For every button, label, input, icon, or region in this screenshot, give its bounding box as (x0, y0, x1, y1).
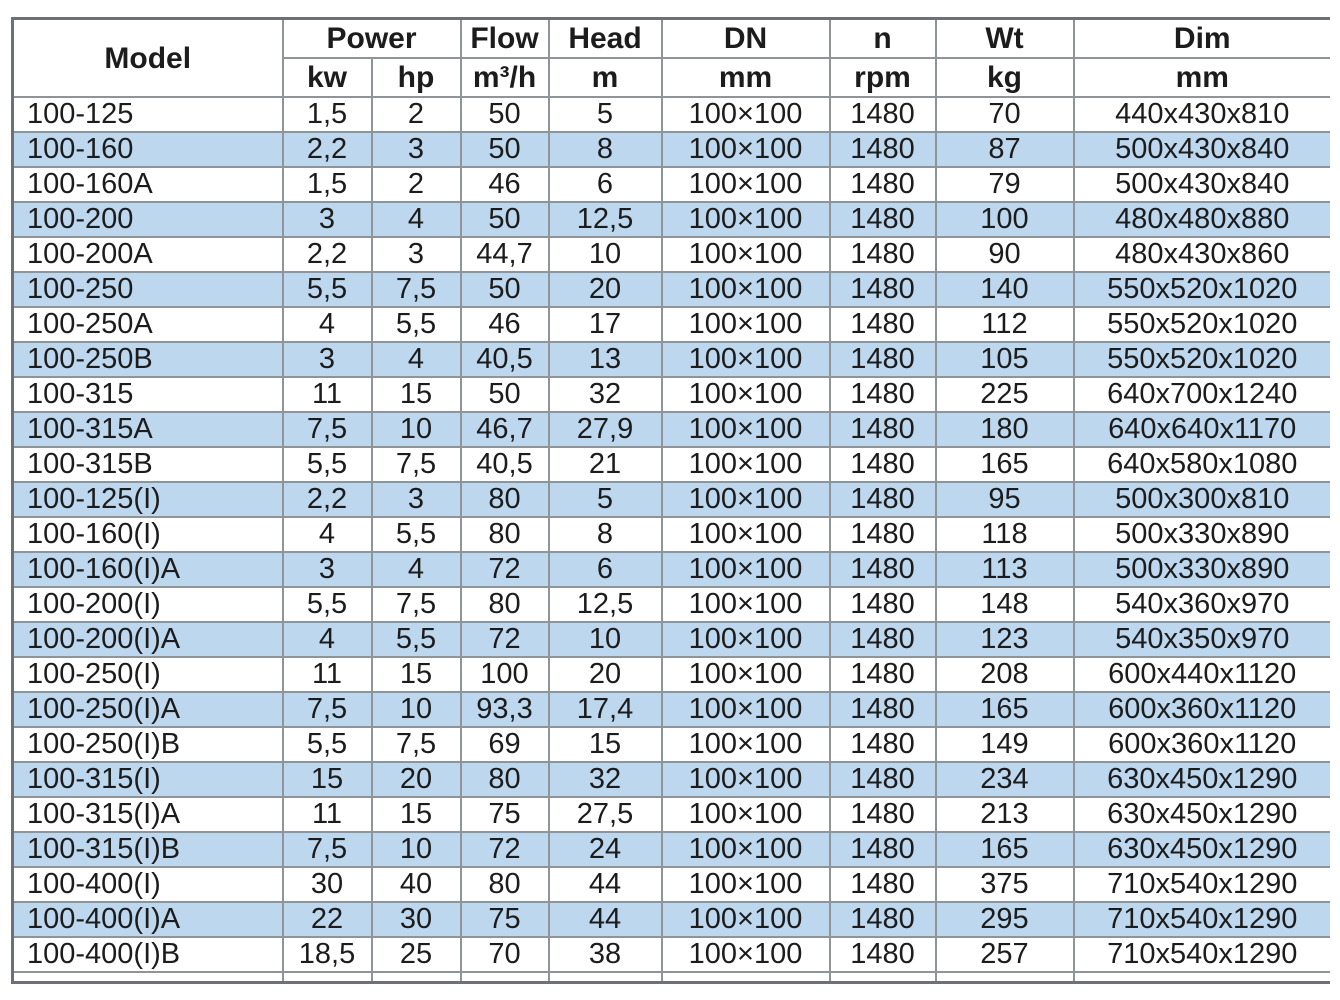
table-row (13, 902, 1331, 937)
cell-model: 100-315(I)B (13, 832, 283, 867)
cell-head: 17 (549, 307, 662, 342)
cell-dim: 500x430x840 (1074, 167, 1331, 202)
cell-dim: 500x430x840 (1074, 132, 1331, 167)
cell-empty (283, 972, 372, 983)
cell-power-kw: 2,2 (283, 237, 372, 272)
col-header-head: Head (549, 19, 662, 59)
cell-dn: 100×100 (662, 797, 830, 832)
cell-empty (13, 972, 283, 983)
cell-model: 100-250 (13, 272, 283, 307)
cell-power-kw: 15 (283, 762, 372, 797)
cell-wt: 123 (936, 622, 1074, 657)
cell-n: 1480 (830, 342, 936, 377)
cell-head: 5 (549, 97, 662, 132)
table-row (13, 307, 1331, 342)
cell-flow: 72 (461, 622, 549, 657)
cell-wt: 225 (936, 377, 1074, 412)
cell-dim: 630x450x1290 (1074, 762, 1331, 797)
cell-dn: 100×100 (662, 937, 830, 972)
cell-power-kw: 5,5 (283, 447, 372, 482)
cell-power-hp: 7,5 (372, 447, 461, 482)
pump-spec-table (11, 17, 1330, 984)
cell-head: 38 (549, 937, 662, 972)
cell-n: 1480 (830, 307, 936, 342)
cell-dim: 600x440x1120 (1074, 657, 1331, 692)
cell-dim: 500x300x810 (1074, 482, 1331, 517)
cell-wt: 118 (936, 517, 1074, 552)
table-row (13, 587, 1331, 622)
cell-power-hp: 3 (372, 132, 461, 167)
cell-power-kw: 7,5 (283, 412, 372, 447)
cell-model: 100-315B (13, 447, 283, 482)
cell-flow: 50 (461, 272, 549, 307)
cell-power-hp: 7,5 (372, 587, 461, 622)
cell-power-kw: 1,5 (283, 97, 372, 132)
cell-dn: 100×100 (662, 97, 830, 132)
cell-wt: 375 (936, 867, 1074, 902)
cell-head: 10 (549, 622, 662, 657)
cell-power-hp: 5,5 (372, 517, 461, 552)
cell-n: 1480 (830, 447, 936, 482)
table-row (13, 832, 1331, 867)
cell-power-kw: 5,5 (283, 272, 372, 307)
cell-head: 27,9 (549, 412, 662, 447)
cell-wt: 90 (936, 237, 1074, 272)
cell-dn: 100×100 (662, 167, 830, 202)
cell-wt: 165 (936, 832, 1074, 867)
cell-model: 100-160(I) (13, 517, 283, 552)
col-header-dn: DN (662, 19, 830, 59)
cell-model: 100-400(I) (13, 867, 283, 902)
table-row (13, 657, 1331, 692)
cell-wt: 257 (936, 937, 1074, 972)
cell-flow: 75 (461, 902, 549, 937)
cell-head: 5 (549, 482, 662, 517)
cell-n: 1480 (830, 902, 936, 937)
cell-model: 100-250(I)B (13, 727, 283, 762)
cell-power-kw: 3 (283, 552, 372, 587)
cell-power-hp: 5,5 (372, 622, 461, 657)
cell-flow: 80 (461, 762, 549, 797)
cell-dim: 540x350x970 (1074, 622, 1331, 657)
cell-head: 8 (549, 132, 662, 167)
cell-dim: 640x580x1080 (1074, 447, 1331, 482)
cell-power-kw: 11 (283, 377, 372, 412)
cell-power-kw: 7,5 (283, 832, 372, 867)
cell-dim: 600x360x1120 (1074, 727, 1331, 762)
cell-dim: 550x520x1020 (1074, 272, 1331, 307)
cell-flow: 50 (461, 132, 549, 167)
cell-model: 100-160(I)A (13, 552, 283, 587)
table-row (13, 867, 1331, 902)
cell-power-kw: 18,5 (283, 937, 372, 972)
cell-flow: 100 (461, 657, 549, 692)
cell-empty (372, 972, 461, 983)
cell-wt: 140 (936, 272, 1074, 307)
cell-wt: 180 (936, 412, 1074, 447)
cell-power-hp: 10 (372, 832, 461, 867)
cell-n: 1480 (830, 797, 936, 832)
table-row (13, 237, 1331, 272)
cell-dn: 100×100 (662, 517, 830, 552)
table-row (13, 447, 1331, 482)
cell-power-hp: 15 (372, 377, 461, 412)
cell-dim: 440x430x810 (1074, 97, 1331, 132)
cell-empty (936, 972, 1074, 983)
cell-model: 100-160A (13, 167, 283, 202)
cell-model: 100-315(I) (13, 762, 283, 797)
cell-power-hp: 10 (372, 412, 461, 447)
cell-dim: 550x520x1020 (1074, 307, 1331, 342)
cell-flow: 50 (461, 202, 549, 237)
cell-dn: 100×100 (662, 132, 830, 167)
cell-n: 1480 (830, 517, 936, 552)
cell-dim: 500x330x890 (1074, 517, 1331, 552)
cell-dim: 480x480x880 (1074, 202, 1331, 237)
cell-dn: 100×100 (662, 307, 830, 342)
cell-flow: 72 (461, 832, 549, 867)
cell-head: 44 (549, 867, 662, 902)
cell-flow: 50 (461, 97, 549, 132)
unit-header-head: m (549, 58, 662, 97)
cell-power-kw: 2,2 (283, 132, 372, 167)
cell-dn: 100×100 (662, 342, 830, 377)
cell-n: 1480 (830, 202, 936, 237)
table-row (13, 377, 1331, 412)
cell-head: 12,5 (549, 202, 662, 237)
cell-wt: 165 (936, 692, 1074, 727)
unit-header-hp: hp (372, 58, 461, 97)
cell-power-kw: 5,5 (283, 587, 372, 622)
cell-dn: 100×100 (662, 587, 830, 622)
partial-row (13, 972, 1331, 983)
cell-n: 1480 (830, 727, 936, 762)
cell-wt: 87 (936, 132, 1074, 167)
cell-n: 1480 (830, 97, 936, 132)
cell-n: 1480 (830, 377, 936, 412)
cell-dn: 100×100 (662, 377, 830, 412)
cell-dn: 100×100 (662, 692, 830, 727)
col-header-dim: Dim (1074, 19, 1331, 59)
cell-flow: 75 (461, 797, 549, 832)
col-header-wt: Wt (936, 19, 1074, 59)
cell-power-hp: 15 (372, 797, 461, 832)
cell-model: 100-200 (13, 202, 283, 237)
cell-power-kw: 4 (283, 307, 372, 342)
cell-dim: 630x450x1290 (1074, 832, 1331, 867)
cell-wt: 295 (936, 902, 1074, 937)
cell-flow: 70 (461, 937, 549, 972)
cell-n: 1480 (830, 587, 936, 622)
cell-model: 100-160 (13, 132, 283, 167)
cell-dim: 480x430x860 (1074, 237, 1331, 272)
table-row (13, 517, 1331, 552)
cell-model: 100-250B (13, 342, 283, 377)
table-row (13, 412, 1331, 447)
cell-n: 1480 (830, 272, 936, 307)
cell-wt: 105 (936, 342, 1074, 377)
table-row (13, 342, 1331, 377)
cell-flow: 72 (461, 552, 549, 587)
cell-wt: 208 (936, 657, 1074, 692)
cell-flow: 80 (461, 867, 549, 902)
cell-n: 1480 (830, 167, 936, 202)
cell-power-kw: 4 (283, 517, 372, 552)
cell-dim: 640x700x1240 (1074, 377, 1331, 412)
cell-model: 100-125 (13, 97, 283, 132)
unit-header-kw: kw (283, 58, 372, 97)
cell-flow: 80 (461, 482, 549, 517)
cell-dim: 630x450x1290 (1074, 797, 1331, 832)
cell-wt: 113 (936, 552, 1074, 587)
table-row (13, 797, 1331, 832)
table-row (13, 202, 1331, 237)
cell-flow: 50 (461, 377, 549, 412)
cell-flow: 46 (461, 167, 549, 202)
cell-power-hp: 15 (372, 657, 461, 692)
cell-n: 1480 (830, 937, 936, 972)
cell-flow: 93,3 (461, 692, 549, 727)
col-header-model: Model (13, 19, 283, 98)
cell-power-hp: 7,5 (372, 272, 461, 307)
cell-power-hp: 5,5 (372, 307, 461, 342)
cell-dim: 710x540x1290 (1074, 867, 1331, 902)
table-header (13, 19, 1331, 98)
cell-head: 20 (549, 272, 662, 307)
cell-wt: 234 (936, 762, 1074, 797)
col-header-n: n (830, 19, 936, 59)
cell-n: 1480 (830, 867, 936, 902)
cell-head: 32 (549, 377, 662, 412)
cell-head: 20 (549, 657, 662, 692)
cell-dim: 600x360x1120 (1074, 692, 1331, 727)
cell-power-hp: 2 (372, 97, 461, 132)
cell-dim: 710x540x1290 (1074, 937, 1331, 972)
cell-dn: 100×100 (662, 237, 830, 272)
cell-empty (662, 972, 830, 983)
cell-model: 100-200(I)A (13, 622, 283, 657)
cell-flow: 44,7 (461, 237, 549, 272)
cell-power-hp: 40 (372, 867, 461, 902)
cell-flow: 80 (461, 517, 549, 552)
cell-head: 21 (549, 447, 662, 482)
cell-head: 6 (549, 552, 662, 587)
cell-power-hp: 30 (372, 902, 461, 937)
table-row (13, 622, 1331, 657)
cell-dn: 100×100 (662, 447, 830, 482)
cell-dim: 710x540x1290 (1074, 902, 1331, 937)
pump-table-container (11, 17, 1330, 985)
cell-dn: 100×100 (662, 902, 830, 937)
cell-power-kw: 4 (283, 622, 372, 657)
cell-empty (830, 972, 936, 983)
cell-head: 6 (549, 167, 662, 202)
cell-empty (549, 972, 662, 983)
table-row (13, 692, 1331, 727)
cell-head: 24 (549, 832, 662, 867)
cell-power-kw: 5,5 (283, 727, 372, 762)
cell-head: 27,5 (549, 797, 662, 832)
cell-model: 100-125(I) (13, 482, 283, 517)
cell-dn: 100×100 (662, 622, 830, 657)
cell-model: 100-400(I)B (13, 937, 283, 972)
cell-wt: 213 (936, 797, 1074, 832)
table-row (13, 167, 1331, 202)
cell-power-kw: 22 (283, 902, 372, 937)
cell-power-kw: 11 (283, 797, 372, 832)
cell-wt: 70 (936, 97, 1074, 132)
cell-n: 1480 (830, 692, 936, 727)
cell-n: 1480 (830, 412, 936, 447)
cell-power-kw: 30 (283, 867, 372, 902)
cell-head: 32 (549, 762, 662, 797)
cell-flow: 80 (461, 587, 549, 622)
cell-n: 1480 (830, 762, 936, 797)
cell-model: 100-250(I) (13, 657, 283, 692)
cell-model: 100-250A (13, 307, 283, 342)
cell-n: 1480 (830, 237, 936, 272)
cell-n: 1480 (830, 622, 936, 657)
unit-header-flow: m³/h (461, 58, 549, 97)
unit-header-wt: kg (936, 58, 1074, 97)
cell-flow: 46 (461, 307, 549, 342)
cell-power-hp: 3 (372, 237, 461, 272)
cell-power-hp: 4 (372, 202, 461, 237)
cell-model: 100-315 (13, 377, 283, 412)
col-header-flow: Flow (461, 19, 549, 59)
cell-n: 1480 (830, 132, 936, 167)
cell-dn: 100×100 (662, 202, 830, 237)
cell-n: 1480 (830, 657, 936, 692)
cell-dn: 100×100 (662, 272, 830, 307)
cell-dn: 100×100 (662, 832, 830, 867)
cell-flow: 40,5 (461, 342, 549, 377)
table-row (13, 552, 1331, 587)
cell-head: 44 (549, 902, 662, 937)
cell-dim: 500x330x890 (1074, 552, 1331, 587)
cell-power-kw: 11 (283, 657, 372, 692)
cell-wt: 149 (936, 727, 1074, 762)
cell-model: 100-315A (13, 412, 283, 447)
table-row (13, 482, 1331, 517)
cell-dn: 100×100 (662, 412, 830, 447)
table-row (13, 937, 1331, 972)
table-row (13, 727, 1331, 762)
cell-dim: 640x640x1170 (1074, 412, 1331, 447)
cell-head: 8 (549, 517, 662, 552)
cell-dim: 540x360x970 (1074, 587, 1331, 622)
cell-head: 12,5 (549, 587, 662, 622)
cell-head: 10 (549, 237, 662, 272)
cell-flow: 69 (461, 727, 549, 762)
cell-dim: 550x520x1020 (1074, 342, 1331, 377)
cell-dn: 100×100 (662, 657, 830, 692)
cell-power-hp: 7,5 (372, 727, 461, 762)
cell-n: 1480 (830, 482, 936, 517)
unit-header-dn: mm (662, 58, 830, 97)
cell-wt: 112 (936, 307, 1074, 342)
cell-dn: 100×100 (662, 552, 830, 587)
cell-model: 100-315(I)A (13, 797, 283, 832)
unit-header-n: rpm (830, 58, 936, 97)
cell-empty (461, 972, 549, 983)
cell-n: 1480 (830, 552, 936, 587)
cell-wt: 95 (936, 482, 1074, 517)
unit-header-dim: mm (1074, 58, 1331, 97)
table-row (13, 272, 1331, 307)
cell-wt: 165 (936, 447, 1074, 482)
cell-power-hp: 10 (372, 692, 461, 727)
table-row (13, 132, 1331, 167)
cell-wt: 79 (936, 167, 1074, 202)
cell-dn: 100×100 (662, 762, 830, 797)
table-row (13, 97, 1331, 132)
table-row (13, 762, 1331, 797)
cell-power-kw: 7,5 (283, 692, 372, 727)
cell-power-kw: 1,5 (283, 167, 372, 202)
cell-flow: 40,5 (461, 447, 549, 482)
cell-head: 13 (549, 342, 662, 377)
cell-power-hp: 4 (372, 552, 461, 587)
cell-flow: 46,7 (461, 412, 549, 447)
cell-power-kw: 2,2 (283, 482, 372, 517)
cell-model: 100-250(I)A (13, 692, 283, 727)
col-header-power: Power (283, 19, 461, 59)
cell-model: 100-400(I)A (13, 902, 283, 937)
cell-head: 15 (549, 727, 662, 762)
cell-n: 1480 (830, 832, 936, 867)
cell-dn: 100×100 (662, 867, 830, 902)
cell-power-hp: 2 (372, 167, 461, 202)
table-body (13, 97, 1331, 983)
cell-power-hp: 20 (372, 762, 461, 797)
cell-wt: 100 (936, 202, 1074, 237)
cell-empty (1074, 972, 1331, 983)
cell-dn: 100×100 (662, 482, 830, 517)
cell-model: 100-200(I) (13, 587, 283, 622)
cell-power-hp: 4 (372, 342, 461, 377)
cell-wt: 148 (936, 587, 1074, 622)
cell-power-kw: 3 (283, 342, 372, 377)
cell-power-hp: 25 (372, 937, 461, 972)
cell-dn: 100×100 (662, 727, 830, 762)
cell-power-hp: 3 (372, 482, 461, 517)
cell-power-kw: 3 (283, 202, 372, 237)
cell-model: 100-200A (13, 237, 283, 272)
header-row-labels (13, 19, 1331, 59)
cell-head: 17,4 (549, 692, 662, 727)
